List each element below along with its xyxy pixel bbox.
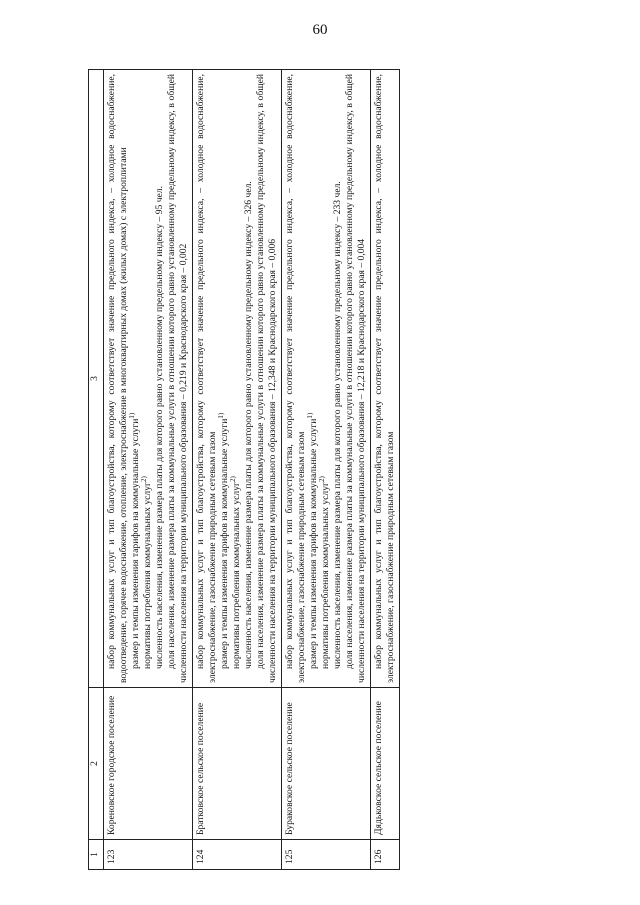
row-number-cell: 124 (193, 840, 282, 870)
header-cell-2: 2 (89, 688, 104, 840)
settlement-name-cell: Бураковское сельское поселение (282, 688, 371, 840)
description-line (373, 74, 397, 683)
description-text: нормативы потребления коммунальных услуг (142, 482, 153, 669)
description-line (284, 74, 308, 683)
description-text: доля населения, изменение размера платы за коммунальные услуги в отношении которого равно установленному предельному индексу, в общей численности населения на территории муниципального образования – 12,348 и Краснодарского края – 0,006 (255, 74, 278, 683)
description-text: размер и темпы изменения тарифов на коммунальные услуги (308, 418, 319, 669)
header-cell-1: 1 (89, 840, 104, 870)
description-line (216, 74, 231, 683)
header-cell-3: 3 (89, 70, 104, 688)
footnote-marker: 2) (139, 476, 148, 483)
footnote-marker: 2) (317, 476, 326, 483)
page-number: 60 (312, 22, 328, 38)
table-row (193, 70, 282, 870)
table-row (104, 70, 193, 870)
description-text: нормативы потребления коммунальных услуг (231, 482, 242, 669)
description-text: численность населения, изменение размера платы для которого равно установленному предельному индексу – 233 чел. (332, 181, 343, 669)
table-row (371, 70, 400, 870)
description-cell (282, 70, 371, 688)
footnote-marker: 1) (216, 412, 225, 419)
description-line (106, 74, 130, 683)
description-line (228, 74, 243, 683)
table-body (104, 70, 400, 870)
footnote-marker: 1) (305, 412, 314, 419)
settlement-name-cell: Братковское сельское поселение (193, 688, 282, 840)
settlement-name-cell: Кореновское городское поселение (104, 688, 193, 840)
description-line (166, 74, 190, 683)
description-line (317, 74, 332, 683)
description-text: нормативы потребления коммунальных услуг (320, 482, 331, 669)
description-line (305, 74, 320, 683)
description-text: набор коммунальных услуг и тип благоустройства, которому соответствует значение предельного индекса, – холодное водоснабжение, водоотведение, горячее водоснабжение, отопление, электроснабжение в многоквартирных домах (жилых домах) с электроплитами (106, 74, 129, 683)
description-text: размер и темпы изменения тарифов на коммунальные услуги (130, 418, 141, 669)
row-number-cell: 123 (104, 840, 193, 870)
description-cell (104, 70, 193, 688)
description-text: доля населения, изменение размера платы за коммунальные услуги в отношении которого равно установленному предельному индексу, в общей численности населения на территории муниципального образования – 0,219 и Краснодарского края – 0,002 (166, 74, 189, 683)
description-line (332, 74, 344, 683)
description-line (139, 74, 154, 683)
row-number-cell: 126 (371, 840, 400, 870)
footnote-marker: 2) (228, 476, 237, 483)
description-line (154, 74, 166, 683)
description-line (243, 74, 255, 683)
description-text: доля населения, изменение размера платы за коммунальные услуги в отношении которого равно установленному предельному индексу, в общей численности населения на территории муниципального образования – 12,218 и Краснодарского края – 0,004 (344, 74, 367, 683)
description-line (127, 74, 142, 683)
row-number-cell: 125 (282, 840, 371, 870)
description-text: численность населения, изменение размера платы для которого равно установленному предельному индексу – 326 чел. (243, 181, 254, 669)
description-text: численность населения, изменение размера платы для которого равно установленному предельному индексу – 95 чел. (154, 186, 165, 669)
table-row (282, 70, 371, 870)
header-row (89, 70, 104, 870)
description-text: набор коммунальных услуг и тип благоустройства, которому соответствует значение предельного индекса, – холодное водоснабжение, электроснабжение, газоснабжение природным сетевым газом (284, 74, 307, 683)
settlement-name-cell: Дядьковское сельское поселение (371, 688, 400, 840)
description-text: размер и темпы изменения тарифов на коммунальные услуги (219, 418, 230, 669)
description-cell (193, 70, 282, 688)
description-line (255, 74, 279, 683)
description-line (195, 74, 219, 683)
description-text: набор коммунальных услуг и тип благоустройства, которому соответствует значение предельного индекса, – холодное водоснабжение, электроснабжение, газоснабжение природным сетевым газом (373, 74, 396, 683)
description-line (344, 74, 368, 683)
rotated-table-container (88, 70, 558, 870)
data-table (88, 69, 400, 870)
description-cell (371, 70, 400, 688)
description-text: набор коммунальных услуг и тип благоустройства, которому соответствует значение предельного индекса, – холодное водоснабжение, электроснабжение, газоснабжение природным сетевым газом (195, 74, 218, 683)
footnote-marker: 1) (127, 412, 136, 419)
